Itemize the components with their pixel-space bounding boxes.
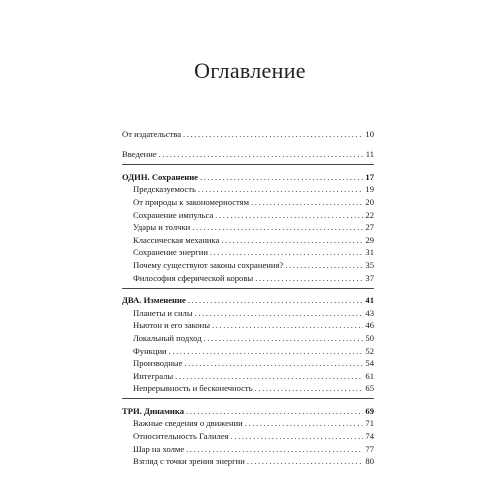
toc-part-label: ДВА. Изменение	[122, 295, 186, 306]
dot-leader	[247, 456, 364, 466]
toc-item-page: 80	[365, 456, 374, 467]
dot-leader	[204, 333, 364, 343]
dot-leader	[188, 295, 364, 305]
toc-item[interactable]	[122, 454, 374, 467]
toc-part-page: 69	[365, 405, 374, 416]
toc-item-label: Непрерывность и бесконечность	[133, 383, 253, 394]
dot-leader	[192, 222, 363, 232]
toc-item-label: Шар на холме	[133, 443, 185, 454]
toc-item-page: 31	[365, 247, 374, 258]
dot-leader	[215, 210, 363, 220]
toc-item[interactable]	[122, 270, 374, 283]
toc-item-label: Локальный подход	[133, 332, 202, 343]
toc-item-page: 54	[365, 358, 374, 369]
toc-part-label: ТРИ. Динамика	[122, 405, 184, 416]
dot-leader	[221, 235, 363, 245]
dot-leader	[210, 247, 363, 257]
toc-item-page: 35	[365, 259, 374, 270]
toc-item-page: 37	[365, 272, 374, 283]
dot-leader	[198, 184, 364, 194]
toc-item-label: Производные	[133, 358, 183, 369]
toc-part-2[interactable]	[122, 293, 374, 306]
toc-item-label: Взгляд с точки зрения энергии	[133, 456, 245, 467]
toc-item[interactable]	[122, 368, 374, 381]
toc-item[interactable]	[122, 182, 374, 195]
toc-part-3[interactable]	[122, 403, 374, 416]
toc-item-label: Важные сведения о движении	[133, 418, 243, 429]
toc-part-page: 41	[365, 295, 374, 306]
toc-item-page: 77	[365, 443, 374, 454]
toc-item[interactable]	[122, 428, 374, 441]
dot-leader	[285, 260, 363, 270]
toc-entry-introduction[interactable]	[122, 147, 374, 160]
page-title: Оглавление	[194, 58, 306, 83]
dot-leader	[195, 308, 364, 318]
dot-leader	[255, 273, 363, 283]
toc-item[interactable]	[122, 245, 374, 258]
toc-item-label: Философия сферической коровы	[133, 272, 254, 283]
toc-part-page: 17	[365, 171, 374, 182]
toc-item-page: 29	[365, 234, 374, 245]
toc-item-label: Классическая механика	[133, 234, 220, 245]
section-divider	[122, 398, 374, 399]
toc-item-label: Удары и толчки	[133, 222, 191, 233]
toc-item-page: 74	[365, 431, 374, 442]
toc-item[interactable]	[122, 330, 374, 343]
dot-leader	[186, 406, 363, 416]
toc-item[interactable]	[122, 305, 374, 318]
toc-item-label: Функции	[133, 345, 167, 356]
toc-item-label: Сохранение энергии	[133, 247, 208, 258]
dot-leader	[251, 197, 363, 207]
dot-leader	[159, 149, 364, 159]
toc-part-1[interactable]	[122, 169, 374, 182]
dot-leader	[186, 444, 363, 454]
dot-leader	[175, 371, 363, 381]
toc-part-label: ОДИН. Сохранение	[122, 171, 198, 182]
toc-item-label: Ньютон и его законы	[133, 320, 211, 331]
toc-item[interactable]	[122, 416, 374, 429]
toc-item-label: От природы к закономерностям	[133, 196, 250, 207]
toc-item-page: 61	[365, 370, 374, 381]
dot-leader	[200, 172, 363, 182]
dot-leader	[255, 383, 364, 393]
toc-item-page: 50	[365, 332, 374, 343]
dot-leader	[231, 431, 364, 441]
toc-item[interactable]	[122, 356, 374, 369]
dot-leader	[183, 129, 363, 139]
toc-item-label: Планеты и силы	[133, 307, 193, 318]
toc-item-page: 20	[365, 196, 374, 207]
toc-entry-page: 11	[365, 149, 374, 160]
toc-item[interactable]	[122, 220, 374, 233]
toc-item[interactable]	[122, 232, 374, 245]
section-divider	[122, 164, 374, 165]
toc-item-page: 46	[365, 320, 374, 331]
toc-item-page: 22	[365, 209, 374, 220]
toc-item[interactable]	[122, 207, 374, 220]
toc-item[interactable]	[122, 257, 374, 270]
toc-item[interactable]	[122, 318, 374, 331]
toc-item[interactable]	[122, 343, 374, 356]
toc-entry-label: От издательства	[122, 128, 182, 139]
toc-item-page: 27	[365, 222, 374, 233]
dot-leader	[184, 358, 363, 368]
toc-item[interactable]	[122, 194, 374, 207]
toc-item[interactable]	[122, 441, 374, 454]
toc-entry-publisher[interactable]	[122, 126, 374, 139]
toc-item-page: 19	[365, 184, 374, 195]
toc-item-page: 65	[365, 383, 374, 394]
toc-item-label: Сохранение импульса	[133, 209, 214, 220]
toc-item-label: Относительность Галилея	[133, 431, 229, 442]
toc-item-label: Интегралы	[133, 370, 174, 381]
toc-entry-page: 10	[365, 128, 374, 139]
toc-item[interactable]	[122, 381, 374, 394]
dot-leader	[245, 418, 364, 428]
toc-item-page: 43	[365, 307, 374, 318]
table-of-contents	[122, 126, 374, 466]
toc-item-page: 52	[365, 345, 374, 356]
toc-item-page: 71	[365, 418, 374, 429]
toc-item-label: Почему существуют законы сохранения?	[133, 259, 284, 270]
section-divider	[122, 288, 374, 289]
dot-leader	[212, 320, 363, 330]
dot-leader	[169, 346, 364, 356]
toc-item-label: Предсказуемость	[133, 184, 196, 195]
toc-entry-label: Введение	[122, 149, 157, 160]
